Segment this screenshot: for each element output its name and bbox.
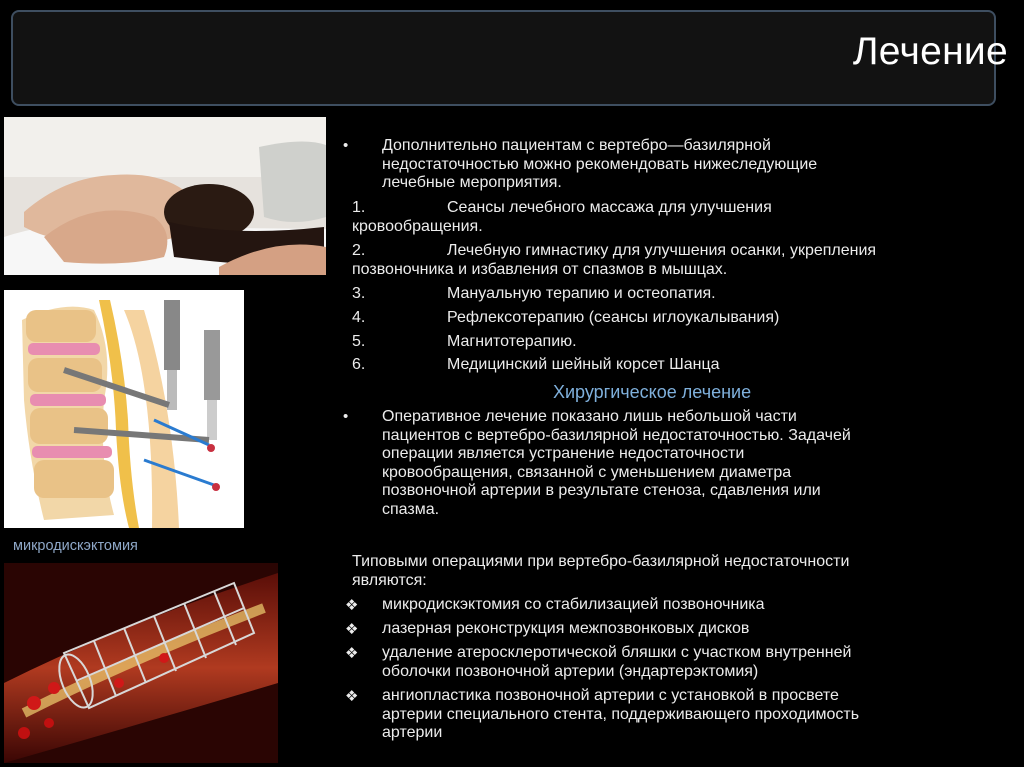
measure-number: 1. (352, 199, 366, 216)
measure-number: 4. (352, 309, 366, 326)
operation-item (382, 687, 859, 743)
bullet-icon: • (343, 408, 349, 425)
artery-stent-illustration (4, 563, 278, 763)
artery-stent-illustration-icon (4, 563, 278, 763)
intro-line: Дополнительно пациентам с вертебро—базилярной (382, 137, 771, 154)
diamond-bullet-icon: ❖ (345, 621, 359, 638)
title-bar (11, 10, 1008, 106)
massage-photo (4, 117, 326, 275)
operations-intro-line: являются: (352, 571, 427, 589)
massage-photo-icon (4, 117, 326, 275)
operation-line: артерии (382, 724, 443, 741)
surgery-line: Оперативное лечение показано лишь небольшой части (382, 408, 797, 425)
bullet-icon: • (343, 137, 349, 154)
image-caption: микродискэктомия (13, 538, 138, 554)
intro-line: лечебные мероприятия. (382, 174, 562, 191)
measure-text: Сеансы лечебного массажа для улучшения (447, 199, 772, 216)
operation-line: удаление атеросклеротической бляшки с участком внутренней (382, 644, 852, 661)
diamond-bullet-icon: ❖ (345, 597, 359, 614)
operation-line: лазерная реконструкция межпозвонковых дисков (382, 620, 750, 637)
measure-number: 2. (352, 242, 366, 259)
operation-item (382, 620, 749, 639)
measure-text: Рефлексотерапию (сеансы иглоукалывания) (447, 309, 780, 326)
diamond-bullet-icon: ❖ (345, 688, 359, 705)
operation-line: ангиопластика позвоночной артерии с установкой в просвете (382, 687, 839, 704)
intro-paragraph (382, 137, 817, 193)
surgery-line: пациентов с вертебро-базилярной недостаточностью. Задачей (382, 426, 851, 444)
spine-surgery-illustration (4, 290, 244, 528)
measure-number: 5. (352, 333, 366, 350)
surgery-heading: Хирургическое лечение (553, 382, 752, 402)
operation-line: оболочки позвоночной артерии (эндартерэктомия) (382, 662, 759, 680)
operation-line: микродискэктомия со стабилизацией позвоночника (382, 596, 765, 613)
surgery-line: кровообращения, связанной с уменьшением диаметра (382, 463, 792, 481)
measure-continuation: кровообращения. (352, 218, 483, 235)
diamond-bullet-icon: ❖ (345, 645, 359, 662)
measure-number: 3. (352, 285, 366, 302)
measure-text: Мануальную терапию и остеопатия. (447, 285, 716, 302)
operation-item (382, 644, 851, 681)
surgery-line: позвоночной артерии в результате стеноза, сдавления или (382, 482, 821, 499)
operation-line: артерии специального стента, поддерживающего проходимость (382, 705, 860, 723)
surgery-line: операции является устранение недостаточности (382, 445, 745, 462)
operation-item (382, 596, 765, 615)
spine-surgery-illustration-icon (4, 290, 244, 528)
surgery-line: спазма. (382, 500, 440, 518)
measure-text: Лечебную гимнастику для улучшения осанки, укрепления (447, 242, 877, 259)
slide-title: Лечение (852, 30, 1008, 73)
operations-intro (352, 553, 849, 590)
measure-text: Магнитотерапию. (447, 333, 577, 350)
measure-text: Медицинский шейный корсет Шанца (447, 356, 720, 373)
surgery-paragraph (382, 408, 851, 519)
measure-number: 6. (352, 356, 366, 373)
intro-line: недостаточностью можно рекомендовать нижеследующие (382, 155, 818, 173)
measure-continuation: позвоночника и избавления от спазмов в мышцах. (352, 261, 728, 278)
operations-intro-line: Типовыми операциями при вертебро-базилярной недостаточности (352, 553, 850, 570)
